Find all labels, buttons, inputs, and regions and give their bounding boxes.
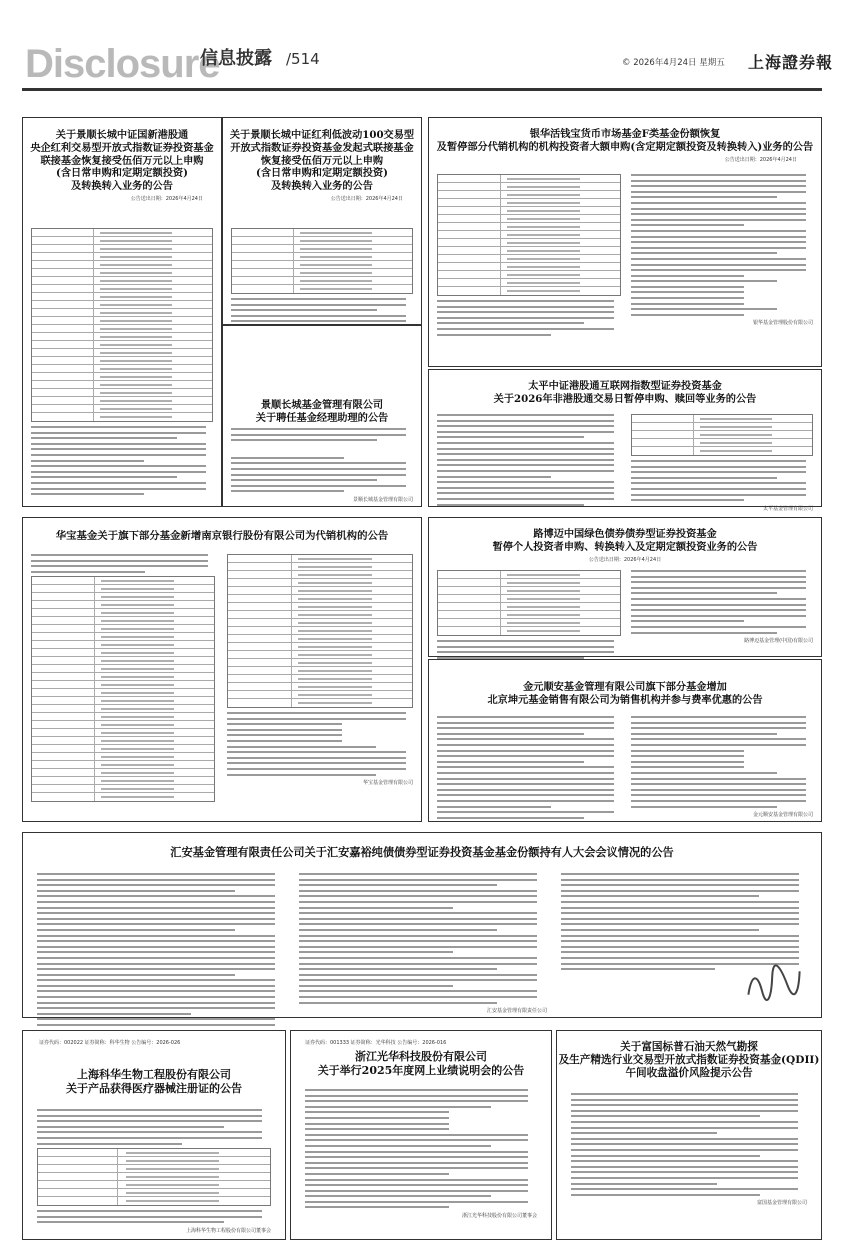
notice-signature: 太平基金管理有限公司 xyxy=(762,505,813,512)
notice-huabao xyxy=(22,517,422,822)
notice-body xyxy=(571,1093,807,1206)
notice-body-right xyxy=(561,873,809,974)
notice-title: 太平中证港股通互联网指数型证券投资基金 关于2026年非港股通交易日暂停申购、赎回等业务的公告 xyxy=(493,380,757,405)
wordmark: Disclosure xyxy=(25,42,220,86)
notice-jingshun-guoxin xyxy=(22,117,222,507)
notice-signature: 汇安基金管理有限责任公司 xyxy=(486,1008,547,1015)
notice-body xyxy=(437,414,621,509)
issue-date: © 2026年4月24日 星期五 xyxy=(622,58,725,68)
notice-signature: 银华基金管理股份有限公司 xyxy=(752,320,813,327)
notice-kehua xyxy=(22,1030,286,1240)
notice-jinyuan xyxy=(428,659,822,822)
notice-body-right xyxy=(631,174,813,326)
notice-title: 关于景顺长城中证国新港股通 央企红利交易型开放式指数证券投资基金 联接基金恢复接受伍佰万元以上申购 (含日常申购和定期定额投资) 及转换转入业务的公告 xyxy=(30,129,214,192)
notice-signature: 金元顺安基金管理有限公司 xyxy=(752,812,813,819)
notice-body-right xyxy=(631,716,813,818)
notice-title: 华宝基金关于旗下部分基金新增南京银行股份有限公司为代销机构的公告 xyxy=(55,530,389,542)
notice-jingshun-hongli xyxy=(222,117,422,325)
notice-lubomai xyxy=(428,517,822,657)
notice-header: 证券代码：002022 证券简称：科华生物 公告编号：2026-026 xyxy=(39,1040,181,1046)
notice-body xyxy=(437,174,621,339)
notice-signature: 景顺长城基金管理有限公司 xyxy=(352,496,413,503)
notice-title: 汇安基金管理有限责任公司关于汇安嘉裕纯债债券型证券投资基金基金份额持有人大会会议情况的公告 xyxy=(170,845,674,859)
notice-signature: 路博迈基金管理(中国)有限公司 xyxy=(744,638,813,645)
header-rule xyxy=(22,88,822,91)
notice-title: 关于景顺长城中证红利低波动100交易型 开放式指数证券投资基金发起式联接基金 恢复接受伍佰万元以上申购 (含日常申购和定期定额投资) 及转换转入业务的公告 xyxy=(229,129,415,192)
notice-title: 景顺长城基金管理有限公司 关于聘任基金经理助理的公告 xyxy=(255,399,389,424)
notice-signature: 华宝基金管理有限公司 xyxy=(362,780,413,787)
notice-date: 公告送出日期：2026年4月24日 xyxy=(588,556,662,563)
page-number: /514 xyxy=(286,50,320,68)
newspaper-logo: 上海證券報 xyxy=(748,53,834,72)
notice-body-right xyxy=(631,414,813,512)
notice-signature: 浙江光华科技股份有限公司董事会 xyxy=(461,1213,537,1220)
notice-guanghua xyxy=(290,1030,552,1240)
notice-taiping xyxy=(428,369,822,512)
notice-title: 上海科华生物工程股份有限公司 关于产品获得医疗器械注册证的公告 xyxy=(66,1068,242,1095)
notice-signature: 上海科华生物工程股份有限公司董事会 xyxy=(185,1227,271,1234)
notice-body-middle xyxy=(299,873,547,1014)
notice-huian xyxy=(22,832,822,1018)
notice-body xyxy=(37,873,285,1035)
section-title: 信息披露 xyxy=(200,48,272,69)
notice-body xyxy=(37,1109,271,1234)
notice-date: 公告送出日期：2026年4月24日 xyxy=(130,195,203,202)
signature-scribble xyxy=(741,959,808,1007)
notice-body xyxy=(231,428,413,503)
masthead xyxy=(0,0,843,86)
notice-title: 银华活钱宝货币市场基金F类基金份额恢复 及暂停部分代销机构的机构投资者大额申购(含定期定额投资及转换转入)业务的公告 xyxy=(436,128,814,153)
notice-yinhua xyxy=(428,117,822,367)
notice-title: 浙江光华科技股份有限公司 关于举行2025年度网上业绩说明会的公告 xyxy=(317,1050,525,1077)
notice-date: 公告送出日期：2026年4月24日 xyxy=(724,156,797,163)
notice-body xyxy=(437,716,621,822)
notice-title: 金元顺安基金管理有限公司旗下部分基金增加 北京坤元基金销售有限公司为销售机构并参与费率优惠的公告 xyxy=(487,681,763,706)
notice-fuguo xyxy=(556,1030,822,1240)
notice-body-right xyxy=(227,554,413,786)
notice-body xyxy=(231,228,413,332)
notice-date: 公告送出日期：2026年4月24日 xyxy=(330,195,403,202)
notice-header: 证券代码：001333 证券简称：光华科技 公告编号：2026-016 xyxy=(305,1040,447,1046)
notice-body xyxy=(31,554,215,806)
notice-jingshun-assistant xyxy=(222,325,422,507)
notice-body-right xyxy=(631,570,813,644)
notice-signature: 富国基金管理有限公司 xyxy=(756,1200,807,1207)
notice-body xyxy=(305,1089,537,1219)
notice-body xyxy=(437,570,621,662)
notice-body xyxy=(31,228,213,499)
notice-title: 关于富国标普石油天然气勘探 及生产精选行业交易型开放式指数证券投资基金(QDII) 午间收盘溢价风险提示公告 xyxy=(558,1041,820,1080)
notice-title: 路博迈中国绿色债券债券型证券投资基金 暂停个人投资者申购、转换转入及定期定额投资业务的公告 xyxy=(492,528,758,553)
